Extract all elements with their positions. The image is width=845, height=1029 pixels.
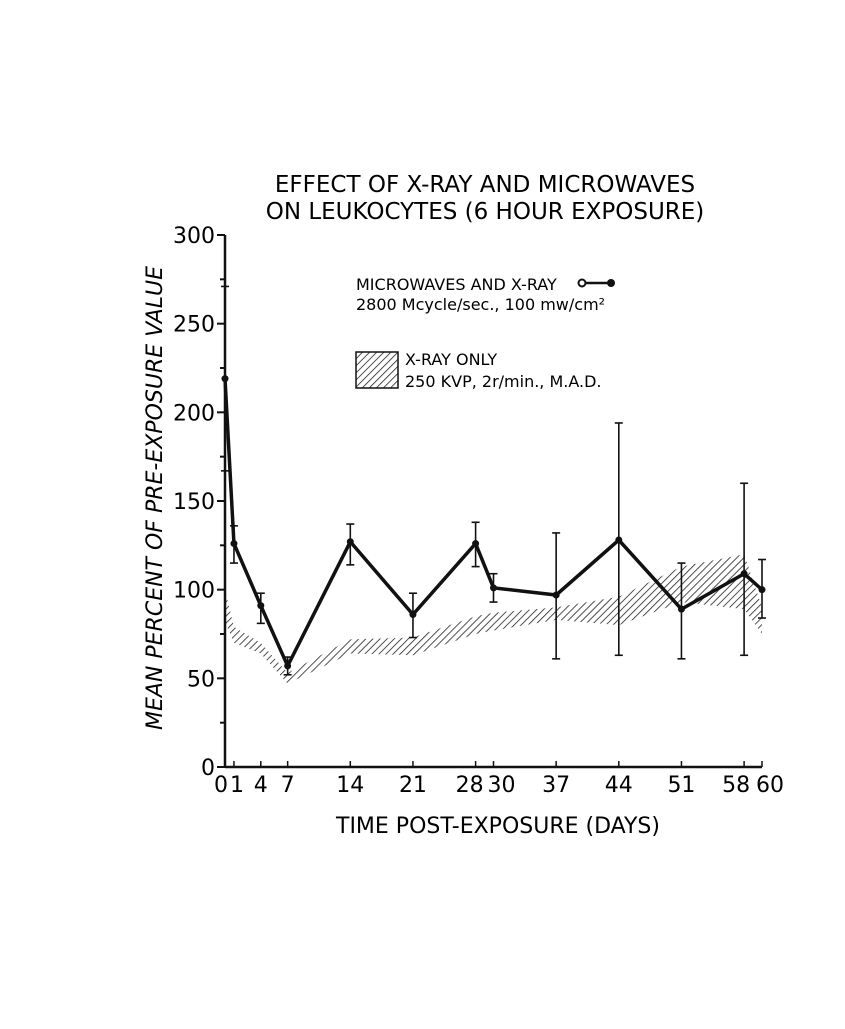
x-tick-label-37: 37 xyxy=(542,773,571,798)
y-tick-label-150: 150 xyxy=(173,490,215,515)
chart-title-line-2: ON LEUKOCYTES (6 HOUR EXPOSURE) xyxy=(265,199,705,225)
y-tick-label-50: 50 xyxy=(187,667,215,693)
data-point-day-0 xyxy=(222,375,229,382)
x-tick-label-30: 30 xyxy=(487,773,516,798)
y-tick-label-250: 250 xyxy=(173,312,215,338)
y-tick-labels xyxy=(173,224,215,781)
x-tick-label-7: 7 xyxy=(280,773,295,798)
x-tick-label-51: 51 xyxy=(667,773,696,798)
y-tick-label-200: 200 xyxy=(173,401,215,427)
data-point-day-44 xyxy=(615,537,622,544)
y-tick-label-100: 100 xyxy=(173,578,215,604)
x-tick-label-44: 44 xyxy=(604,773,633,798)
legend-xray-detail: 250 KVP, 2r/min., M.A.D. xyxy=(405,372,602,391)
chart-title-line-1: EFFECT OF X-RAY AND MICROWAVES xyxy=(274,172,696,198)
x-tick-labels xyxy=(214,773,784,798)
data-point-day-7 xyxy=(284,662,291,669)
x-tick-label-4: 4 xyxy=(253,773,268,798)
legend xyxy=(356,275,615,391)
x-tick-label-28: 28 xyxy=(455,773,484,798)
x-axis-label: TIME POST-EXPOSURE (DAYS) xyxy=(336,814,660,839)
data-point-day-60 xyxy=(759,586,766,593)
axes xyxy=(217,235,762,767)
plot-area xyxy=(217,235,766,767)
data-point-day-30 xyxy=(490,584,497,591)
y-tick-label-0: 0 xyxy=(201,756,215,781)
x-tick-label-58: 58 xyxy=(722,773,751,798)
legend-xray-hatch-swatch xyxy=(356,352,398,388)
data-point-day-4 xyxy=(257,602,264,609)
y-axis-label: MEAN PERCENT OF PRE-EXPOSURE VALUE xyxy=(143,265,168,731)
x-tick-label-14: 14 xyxy=(336,773,365,798)
x-tick-label-1: 1 xyxy=(229,773,244,798)
data-point-day-37 xyxy=(553,591,560,598)
y-tick-label-300: 300 xyxy=(173,224,215,249)
data-point-day-28 xyxy=(472,540,479,547)
legend-microwave-detail: 2800 Mcycle/sec., 100 mw/cm² xyxy=(356,295,606,314)
data-point-day-21 xyxy=(409,611,416,618)
data-point-day-1 xyxy=(230,540,237,547)
data-point-day-14 xyxy=(347,538,354,545)
legend-xray-label: X-RAY ONLY xyxy=(405,350,498,369)
x-tick-label-21: 21 xyxy=(398,773,427,798)
data-point-day-58 xyxy=(741,570,748,577)
x-tick-label-60: 60 xyxy=(756,773,784,798)
data-point-day-51 xyxy=(678,606,685,613)
legend-microwave-label: MICROWAVES AND X-RAY xyxy=(356,275,557,294)
legend-microwave-symbol xyxy=(579,279,616,287)
x-tick-label-0: 0 xyxy=(214,773,228,798)
